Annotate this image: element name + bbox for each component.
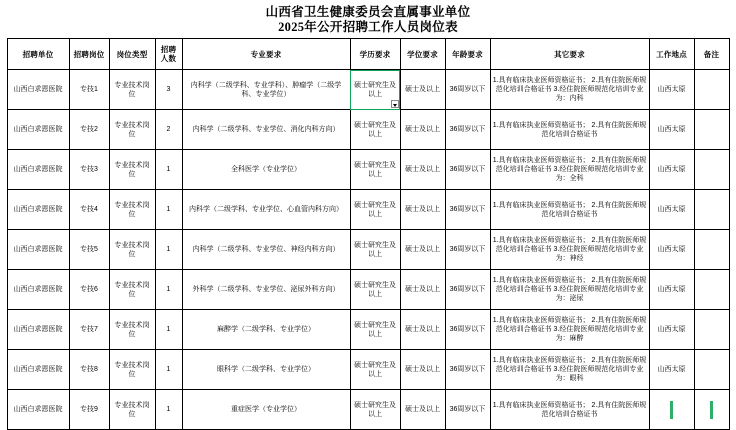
cell-place: 山西太原 (649, 70, 694, 110)
cell-degree: 硕士及以上 (400, 350, 445, 390)
cell-major: 外科学（二级学科、专业学位、泌尿外科方向） (182, 270, 350, 310)
cell-post: 专技3 (69, 150, 109, 190)
col-header-major: 专业要求 (182, 39, 350, 70)
cell-age: 36周岁以下 (445, 190, 490, 230)
cell-place: 山西太原 (649, 110, 694, 150)
cell-unit: 山西白求恩医院 (7, 230, 69, 270)
table-row[interactable] (7, 270, 729, 310)
document-title (0, 0, 736, 38)
cell-degree: 硕士及以上 (400, 70, 445, 110)
cell-unit: 山西白求恩医院 (7, 350, 69, 390)
cell-degree: 硕士及以上 (400, 190, 445, 230)
positions-table (7, 38, 730, 430)
cell-note (694, 350, 729, 390)
title-line-1: 山西省卫生健康委员会直属事业单位 (265, 5, 471, 19)
cell-other: 1.具有临床执业医师资格证书； 2.具有住院医师规范化培训合格证书 3.经住院医师规范化培训专业为：神经 (490, 230, 649, 270)
cell-other: 1.具有临床执业医师资格证书； 2.具有住院医师规范化培训合格证书 3.经住院医师规范化培训专业为：内科 (490, 70, 649, 110)
cell-type: 专业技术岗位 (109, 110, 155, 150)
cell-place: 山西太原 (649, 270, 694, 310)
cell-age: 36周岁以下 (445, 150, 490, 190)
cell-degree: 硕士及以上 (400, 270, 445, 310)
cell-unit: 山西白求恩医院 (7, 110, 69, 150)
cell-type: 专业技术岗位 (109, 310, 155, 350)
cell-note (694, 150, 729, 190)
cell-degree: 硕士及以上 (400, 390, 445, 430)
cell-type: 专业技术岗位 (109, 350, 155, 390)
cell-unit: 山西白求恩医院 (7, 70, 69, 110)
cell-major: 内科学（二级学科、专业学位、神经内科方向） (182, 230, 350, 270)
cell-type: 专业技术岗位 (109, 230, 155, 270)
cell-degree: 硕士及以上 (400, 150, 445, 190)
cell-post: 专技1 (69, 70, 109, 110)
cell-note (694, 390, 729, 430)
cell-other: 1.具有临床执业医师资格证书； 2.具有住院医师规范化培训合格证书 3.经住院医师规范化培训专业为：泌尿 (490, 270, 649, 310)
cell-unit: 山西白求恩医院 (7, 190, 69, 230)
cell-unit: 山西白求恩医院 (7, 270, 69, 310)
cell-note (694, 110, 729, 150)
cell-post: 专技7 (69, 310, 109, 350)
cell-type: 专业技术岗位 (109, 270, 155, 310)
col-header-post: 招聘岗位 (69, 39, 109, 70)
highlight-marker (710, 401, 713, 419)
cell-place (649, 390, 694, 430)
table-row[interactable] (7, 310, 729, 350)
cell-degree: 硕士及以上 (400, 230, 445, 270)
cell-education: 硕士研究生及以上 (350, 310, 400, 350)
col-header-unit: 招聘单位 (7, 39, 69, 70)
col-header-edu: 学历要求 (350, 39, 400, 70)
cell-age: 36周岁以下 (445, 310, 490, 350)
cell-place: 山西太原 (649, 350, 694, 390)
table-row[interactable] (7, 350, 729, 390)
cell-unit: 山西白求恩医院 (7, 150, 69, 190)
table-header-row (7, 39, 729, 70)
col-header-type: 岗位类型 (109, 39, 155, 70)
cell-num: 1 (155, 230, 182, 270)
cell-degree: 硕士及以上 (400, 110, 445, 150)
table-row[interactable] (7, 110, 729, 150)
cell-education: 硕士研究生及以上 (350, 390, 400, 430)
cell-major: 眼科学（二级学科、专业学位） (182, 350, 350, 390)
cell-num: 1 (155, 190, 182, 230)
cell-place: 山西太原 (649, 190, 694, 230)
cell-unit: 山西白求恩医院 (7, 310, 69, 350)
cell-num: 2 (155, 110, 182, 150)
cell-education: 硕士研究生及以上 (350, 110, 400, 150)
cell-other: 1.具有临床执业医师资格证书； 2.具有住院医师规范化培训合格证书 (490, 110, 649, 150)
title-line-2: 2025年公开招聘工作人员岗位表 (278, 20, 458, 34)
cell-num: 1 (155, 270, 182, 310)
cell-note (694, 310, 729, 350)
cell-type: 专业技术岗位 (109, 190, 155, 230)
cell-other: 1.具有临床执业医师资格证书； 2.具有住院医师规范化培训合格证书 3.经住院医师规范化培训专业为：全科 (490, 150, 649, 190)
cell-age: 36周岁以下 (445, 270, 490, 310)
cell-major: 内科学（二级学科、专业学位、心血管内科方向） (182, 190, 350, 230)
cell-age: 36周岁以下 (445, 390, 490, 430)
cell-education: 硕士研究生及以上 (350, 190, 400, 230)
cell-education: 硕士研究生及以上 (350, 350, 400, 390)
cell-major: 内科学（二级学科、专业学科）、肿瘤学（二级学科、专业学位） (182, 70, 350, 110)
table-body (7, 70, 729, 430)
table-row[interactable] (7, 390, 729, 430)
cell-place: 山西太原 (649, 150, 694, 190)
cell-note (694, 70, 729, 110)
cell-degree: 硕士及以上 (400, 310, 445, 350)
cell-num: 3 (155, 70, 182, 110)
col-header-age: 年龄要求 (445, 39, 490, 70)
table-row[interactable] (7, 70, 729, 110)
cell-education-text: 硕士研究生及以上 (354, 81, 396, 98)
table-row[interactable] (7, 230, 729, 270)
col-header-note: 备注 (694, 39, 729, 70)
cell-other: 1.具有临床执业医师资格证书； 2.具有住院医师规范化培训合格证书 (490, 190, 649, 230)
col-header-degree: 学位要求 (400, 39, 445, 70)
cell-post: 专技4 (69, 190, 109, 230)
col-header-place: 工作地点 (649, 39, 694, 70)
cell-age: 36周岁以下 (445, 230, 490, 270)
table-row[interactable] (7, 190, 729, 230)
cell-post: 专技9 (69, 390, 109, 430)
cell-post: 专技8 (69, 350, 109, 390)
cell-post: 专技2 (69, 110, 109, 150)
cell-major: 重症医学（专业学位） (182, 390, 350, 430)
cell-major: 全科医学（专业学位） (182, 150, 350, 190)
cell-education-selected[interactable] (350, 70, 400, 110)
cell-other: 1.具有临床执业医师资格证书； 2.具有住院医师规范化培训合格证书 3.经住院医师规范化培训专业为：眼科 (490, 350, 649, 390)
cell-other: 1.具有临床执业医师资格证书； 2.具有住院医师规范化培训合格证书 (490, 390, 649, 430)
cell-post: 专技5 (69, 230, 109, 270)
cell-type: 专业技术岗位 (109, 70, 155, 110)
cell-type: 专业技术岗位 (109, 150, 155, 190)
cell-post: 专技6 (69, 270, 109, 310)
cell-note (694, 190, 729, 230)
col-header-other: 其它要求 (490, 39, 649, 70)
cell-age: 36周岁以下 (445, 110, 490, 150)
table-row[interactable] (7, 150, 729, 190)
cell-education: 硕士研究生及以上 (350, 270, 400, 310)
cell-note (694, 230, 729, 270)
cell-place: 山西太原 (649, 310, 694, 350)
cell-unit: 山西白求恩医院 (7, 390, 69, 430)
cell-education: 硕士研究生及以上 (350, 150, 400, 190)
cell-num: 1 (155, 310, 182, 350)
cell-place: 山西太原 (649, 230, 694, 270)
cell-education: 硕士研究生及以上 (350, 230, 400, 270)
highlight-marker (670, 401, 673, 419)
cell-num: 1 (155, 150, 182, 190)
chevron-down-icon[interactable] (391, 100, 399, 108)
cell-major: 麻醉学（二级学科、专业学位） (182, 310, 350, 350)
cell-num: 1 (155, 390, 182, 430)
cell-age: 36周岁以下 (445, 70, 490, 110)
cell-type: 专业技术岗位 (109, 390, 155, 430)
cell-other: 1.具有临床执业医师资格证书； 2.具有住院医师规范化培训合格证书 3.经住院医师规范化培训专业为：麻醉 (490, 310, 649, 350)
cell-age: 36周岁以下 (445, 350, 490, 390)
cell-num: 1 (155, 350, 182, 390)
col-header-num: 招聘人数 (155, 39, 182, 70)
cell-major: 内科学（二级学科、专业学位、消化内科方向） (182, 110, 350, 150)
cell-note (694, 270, 729, 310)
